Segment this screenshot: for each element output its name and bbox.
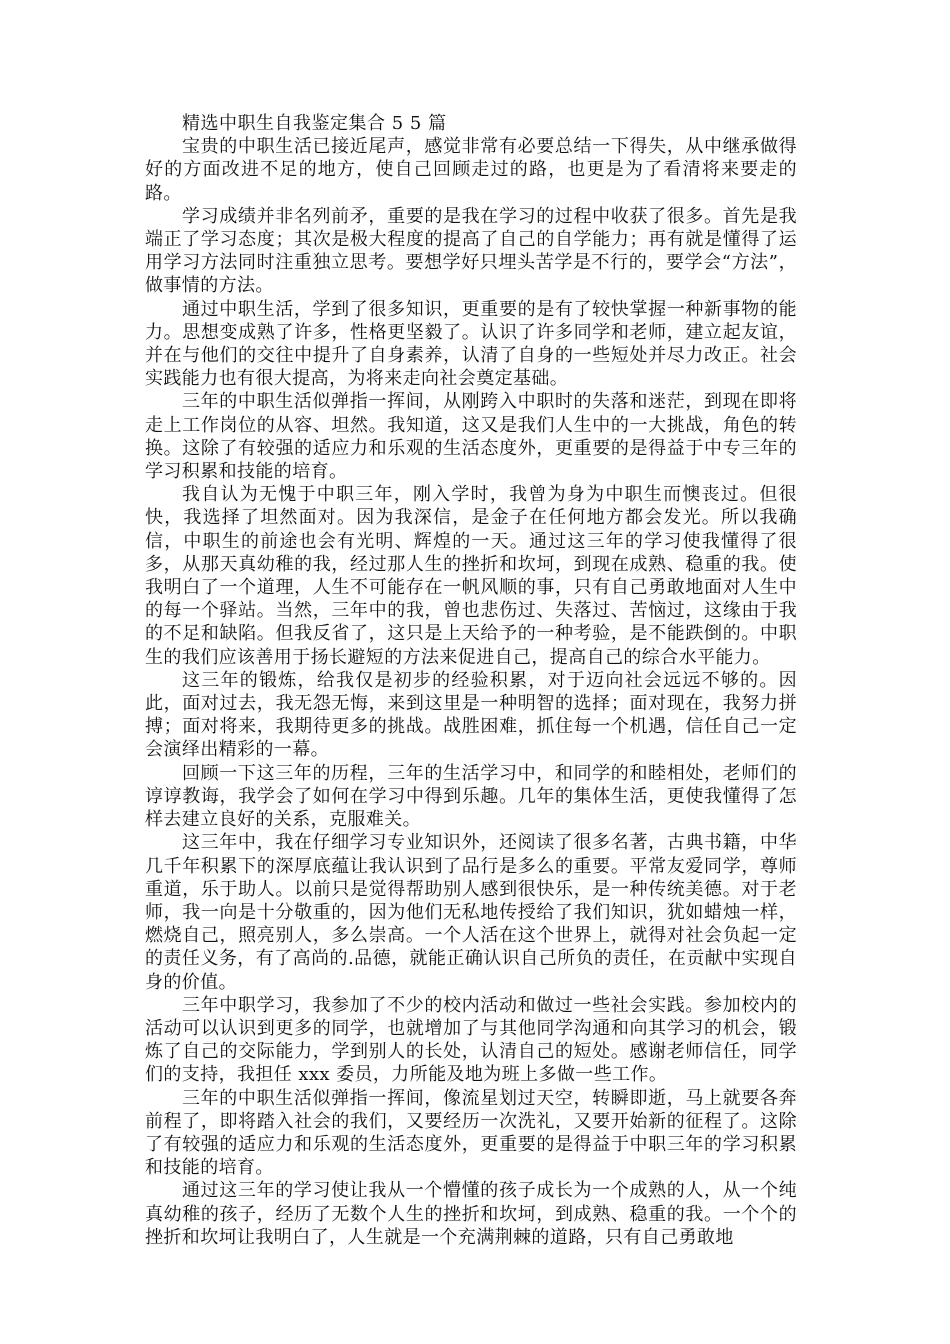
paragraph-11: 通过这三年的学习使让我从一个懵懂的孩子成长为一个成熟的人，从一个纯真幼稚的孩子，经历了无数个人生的挫折和坎坷，到成熟、稳重的我。一个个的挫折和坎坷让我明白了，人生就是一个充满荆棘的道路，只有自己勇敢地: [145, 1180, 797, 1248]
paragraph-6: 这三年的锻炼，给我仅是初步的经验积累，对于迈向社会远远不够的。因此，面对过去，我无怨无悔，来到这里是一种明智的选择；面对现在，我努力拼搏；面对将来，我期待更多的挑战。战胜困难，抓住每一个机遇，信任自己一定会演绎出精彩的一幕。: [145, 669, 797, 761]
document-title: 精选中职生自我鉴定集合 5 5 篇: [182, 113, 447, 134]
paragraph-9: 三年中职学习，我参加了不少的校内活动和做过一些社会实践。参加校内的活动可以认识到更多的同学，也就增加了与其他同学沟通和向其学习的机会，锻炼了自己的交际能力，学到别人的长处，认清自己的短处。感谢老师信任，同学们的支持，我担任 xxx 委员，力所能及地为班上多做一些工作。: [145, 994, 797, 1086]
paragraph-1: 宝贵的中职生活已接近尾声，感觉非常有必要总结一下得失，从中继承做得好的方面改进不足的地方，使自己回顾走过的路，也更是为了看清将来要走的路。: [145, 136, 797, 204]
paragraph-2: 学习成绩并非名列前矛，重要的是我在学习的过程中收获了很多。首先是我端正了学习态度；其次是极大程度的提高了自己的自学能力；再有就是懂得了运用学习方法同时注重独立思考。要想学好只埋头苦学是不行的，要学会“方法”，做事情的方法。: [145, 205, 797, 297]
paragraph-5: 我自认为无愧于中职三年，刚入学时，我曾为身为中职生而懊丧过。但很快，我选择了坦然面对。因为我深信，是金子在任何地方都会发光。所以我确信，中职生的前途也会有光明、辉煌的一天。通过这三年的学习使我懂得了很多，从那天真幼稚的我，经过那人生的挫折和坎坷，到现在成熟、稳重的我。使我明白了一个道理，人生不可能存在一帆风顺的事，只有自己勇敢地面对人生中的每一个驿站。当然，三年中的我，曾也悲伤过、失落过、苦恼过，这缘由于我的不足和缺陷。但我反省了，这只是上天给予的一种考验，是不能跌倒的。中职生的我们应该善用于扬长避短的方法来促进自己，提高自己的综合水平能力。: [145, 484, 797, 668]
paragraph-3: 通过中职生活，学到了很多知识，更重要的是有了较快掌握一种新事物的能力。思想变成熟了许多，性格更坚毅了。认识了许多同学和老师，建立起友谊，并在与他们的交往中提升了自身素养，认清了自身的一些短处并尽力改正。社会实践能力也有很大提高，为将来走向社会奠定基础。: [145, 298, 797, 390]
document-page: [145, 112, 797, 1249]
paragraph-10: 三年的中职生活似弹指一挥间，像流星划过天空，转瞬即逝，马上就要各奔前程了，即将踏入社会的我们，又要经历一次洗礼，又要开始新的征程了。这除了有较强的适应力和乐观的生活态度外，更重要的是得益于中职三年的学习积累和技能的培育。: [145, 1087, 797, 1179]
paragraph-8: 这三年中，我在仔细学习专业知识外，还阅读了很多名著，古典书籍，中华几千年积累下的深厚底蕴让我认识到了品行是多么的重要。平常友爱同学，尊师重道，乐于助人。以前只是觉得帮助别人感到很快乐，是一种传统美德。对于老师，我一向是十分敬重的，因为他们无私地传授给了我们知识，犹如蜡烛一样，燃烧自己，照亮别人，多么崇高。一个人活在这个世界上，就得对社会负起一定的责任义务，有了高尚的.品德，就能正确认识自己所负的责任，在贡献中实现自身的价值。: [145, 832, 797, 993]
paragraph-7: 回顾一下这三年的历程，三年的生活学习中，和同学的和睦相处，老师们的谆谆教诲，我学会了如何在学习中得到乐趣。几年的集体生活，更使我懂得了怎样去建立良好的关系，克服难关。: [145, 762, 797, 831]
paragraph-4: 三年的中职生活似弹指一挥间，从刚跨入中职时的失落和迷茫，到现在即将走上工作岗位的从容、坦然。我知道，这又是我们人生中的一大挑战，角色的转换。这除了有较强的适应力和乐观的生活态度外，更重要的是得益于中专三年的学习积累和技能的培育。: [145, 391, 797, 483]
